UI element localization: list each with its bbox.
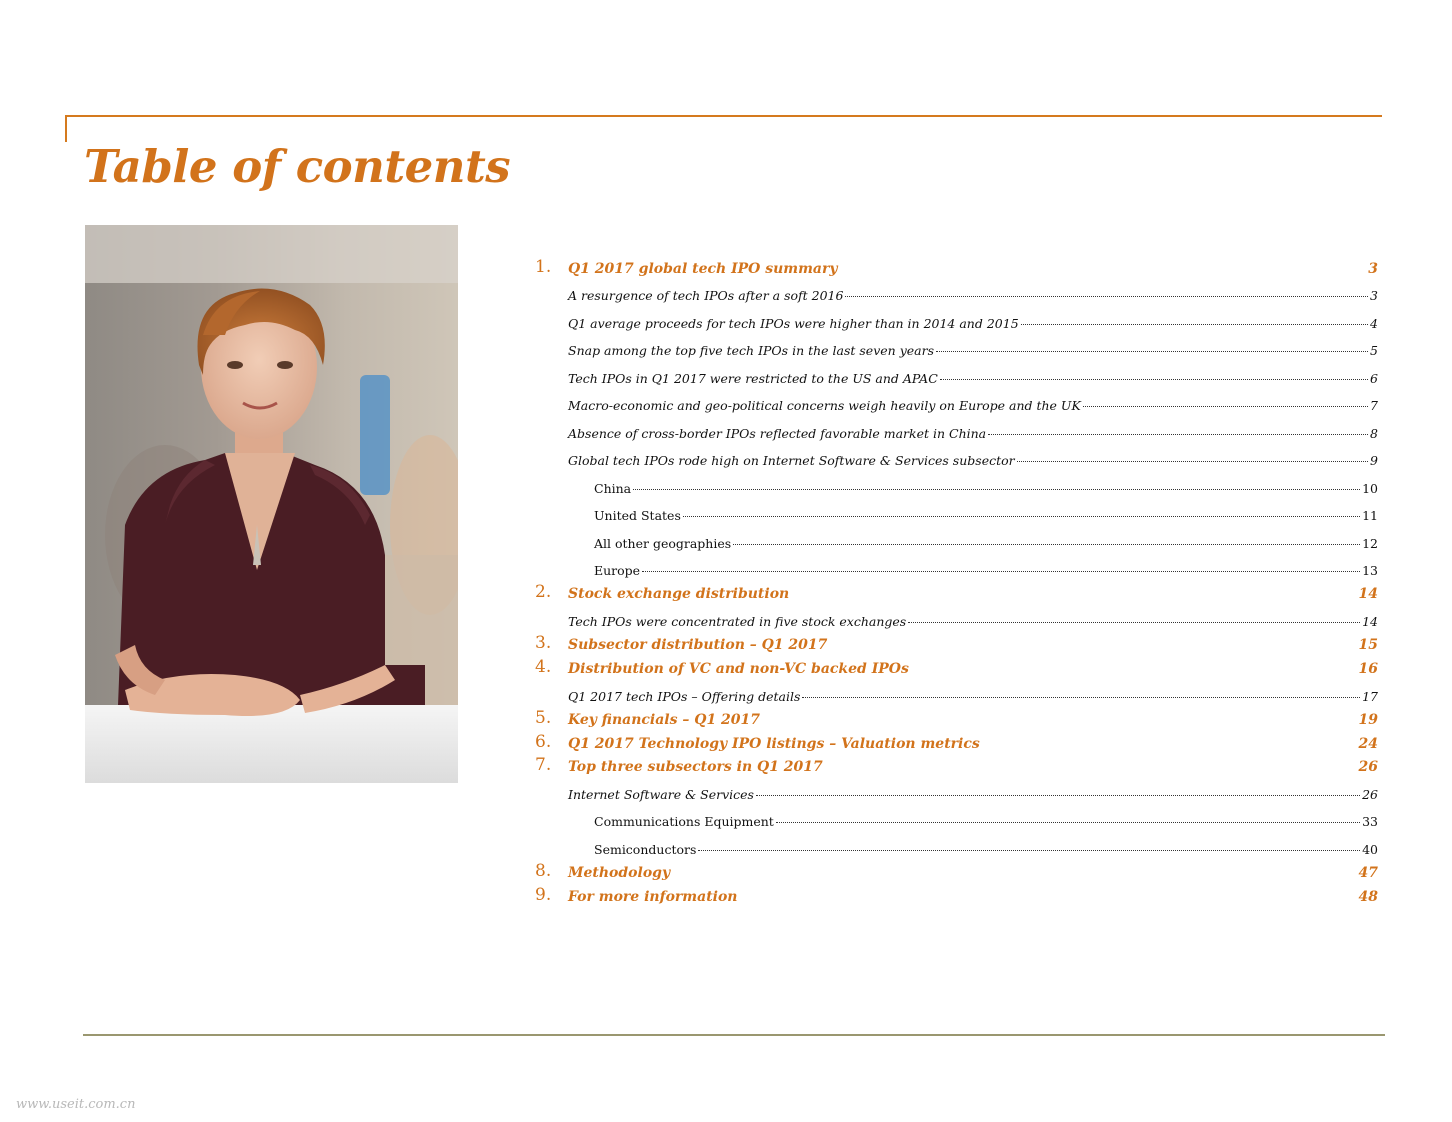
toc-entry-page: 40: [1362, 841, 1378, 857]
toc-entry-title: Q1 2017 tech IPOs – Offering details: [568, 688, 801, 704]
toc-entry-title: Communications Equipment: [594, 813, 774, 829]
section-number: 5.: [535, 708, 552, 728]
toc-entry-title: Macro-economic and geo-political concerns weigh heavily on Europe and the UK: [568, 397, 1081, 413]
section-number: 7.: [535, 755, 552, 775]
toc-entry-9[interactable]: [530, 883, 1378, 905]
leader-dots: [633, 489, 1360, 490]
toc-entry-title: Absence of cross-border IPOs reflected favorable market in China: [568, 425, 987, 441]
toc-entry-page: 16: [1358, 661, 1378, 677]
toc-entry-page: 14: [1362, 613, 1378, 629]
leader-dots: [940, 379, 1368, 380]
leader-dots: [1021, 324, 1368, 325]
toc-entry-page: 24: [1358, 736, 1378, 752]
toc-entry-page: 3: [1368, 261, 1378, 277]
section-number: 8.: [535, 861, 552, 881]
toc-entry-page: 4: [1370, 315, 1378, 331]
toc-entry-page: 8: [1370, 425, 1378, 441]
toc-entry[interactable]: [530, 446, 1378, 468]
toc-entry-page: 48: [1358, 889, 1378, 905]
toc-entry[interactable]: [530, 607, 1378, 629]
toc-entry[interactable]: [530, 501, 1378, 523]
leader-dots: [698, 850, 1360, 851]
leader-dots: [642, 571, 1360, 572]
toc-entry[interactable]: [530, 474, 1378, 496]
page-title: Table of contents: [84, 140, 511, 193]
toc-entry-page: 14: [1358, 586, 1378, 602]
toc-entry-title: Snap among the top five tech IPOs in the last seven years: [568, 342, 934, 358]
toc-entry-3[interactable]: [530, 631, 1378, 653]
toc-entry-page: 6: [1370, 370, 1378, 386]
toc-entry-page: 33: [1362, 813, 1378, 829]
toc-entry[interactable]: [530, 336, 1378, 358]
toc-entry[interactable]: [530, 309, 1378, 331]
toc-entry-title: Tech IPOs in Q1 2017 were restricted to the US and APAC: [568, 370, 938, 386]
toc-entry-7[interactable]: [530, 753, 1378, 775]
section-number: 9.: [535, 885, 552, 905]
toc-entry[interactable]: [530, 556, 1378, 578]
toc-list: [530, 0, 1382, 1000]
toc-entry[interactable]: [530, 364, 1378, 386]
leader-dots: [908, 622, 1360, 623]
toc-entry-title: Subsector distribution – Q1 2017: [568, 637, 828, 653]
leader-dots: [776, 822, 1360, 823]
toc-entry-title: Q1 average proceeds for tech IPOs were higher than in 2014 and 2015: [568, 315, 1019, 331]
bottom-rule: [83, 1034, 1385, 1036]
toc-entry-page: 26: [1362, 786, 1378, 802]
toc-entry[interactable]: [530, 391, 1378, 413]
toc-entry-6[interactable]: [530, 730, 1378, 752]
toc-entry-page: 5: [1370, 342, 1378, 358]
toc-entry-page: 19: [1358, 712, 1378, 728]
toc-entry-title: China: [594, 480, 632, 496]
toc-entry[interactable]: [530, 419, 1378, 441]
toc-entry-title: All other geographies: [594, 535, 732, 551]
toc-entry-4[interactable]: [530, 655, 1378, 677]
toc-entry[interactable]: [530, 835, 1378, 857]
toc-entry-title: Key financials – Q1 2017: [568, 712, 761, 728]
toc-entry[interactable]: [530, 529, 1378, 551]
toc-entry-page: 17: [1362, 688, 1378, 704]
toc-entry-page: 26: [1358, 759, 1378, 775]
toc-entry-page: 10: [1362, 480, 1378, 496]
section-number: 6.: [535, 732, 552, 752]
watermark-text: www.useit.com.cn: [16, 1097, 136, 1112]
leader-dots: [936, 351, 1368, 352]
toc-entry-title: Q1 2017 Technology IPO listings – Valuation metrics: [568, 736, 980, 752]
toc-entry-title: Tech IPOs were concentrated in five stock exchanges: [568, 613, 907, 629]
toc-entry[interactable]: [530, 281, 1378, 303]
leader-dots: [802, 697, 1360, 698]
leader-dots: [683, 516, 1360, 517]
leader-dots: [756, 795, 1360, 796]
toc-entry-title: Distribution of VC and non-VC backed IPOs: [568, 661, 909, 677]
toc-entry-title: Methodology: [568, 865, 671, 881]
section-number: 3.: [535, 633, 552, 653]
toc-entry-title: Q1 2017 global tech IPO summary: [568, 261, 838, 277]
section-number: 4.: [535, 657, 552, 677]
toc-entry-title: United States: [594, 507, 681, 523]
toc-entry-page: 15: [1358, 637, 1378, 653]
leader-dots: [988, 434, 1368, 435]
leader-dots: [845, 296, 1368, 297]
top-rule-corner: [65, 115, 67, 142]
toc-entry-title: Top three subsectors in Q1 2017: [568, 759, 823, 775]
toc-entry-page: 11: [1362, 507, 1378, 523]
toc-entry-8[interactable]: [530, 859, 1378, 881]
toc-entry-page: 13: [1362, 562, 1378, 578]
toc-entry-page: 47: [1358, 865, 1378, 881]
toc-entry-title: Stock exchange distribution: [568, 586, 790, 602]
toc-entry-title: Semiconductors: [594, 841, 697, 857]
section-number: 2.: [535, 582, 552, 602]
toc-entry-page: 3: [1370, 287, 1378, 303]
toc-entry[interactable]: [530, 807, 1378, 829]
leader-dots: [733, 544, 1360, 545]
portrait-photo: [85, 225, 458, 783]
toc-entry-page: 7: [1370, 397, 1378, 413]
toc-entry-1[interactable]: [530, 255, 1378, 277]
leader-dots: [1017, 461, 1368, 462]
toc-entry-title: For more information: [568, 889, 738, 905]
toc-entry-5[interactable]: [530, 706, 1378, 728]
toc-entry-page: 9: [1370, 452, 1378, 468]
toc-entry-title: Internet Software & Services: [568, 786, 754, 802]
leader-dots: [1083, 406, 1368, 407]
toc-entry[interactable]: [530, 682, 1378, 704]
toc-entry-2[interactable]: [530, 580, 1378, 602]
toc-entry[interactable]: [530, 780, 1378, 802]
toc-entry-title: A resurgence of tech IPOs after a soft 2016: [568, 287, 844, 303]
toc-entry-page: 12: [1362, 535, 1378, 551]
toc-entry-title: Global tech IPOs rode high on Internet Software & Services subsector: [568, 452, 1015, 468]
toc-entry-title: Europe: [594, 562, 641, 578]
section-number: 1.: [535, 257, 552, 277]
